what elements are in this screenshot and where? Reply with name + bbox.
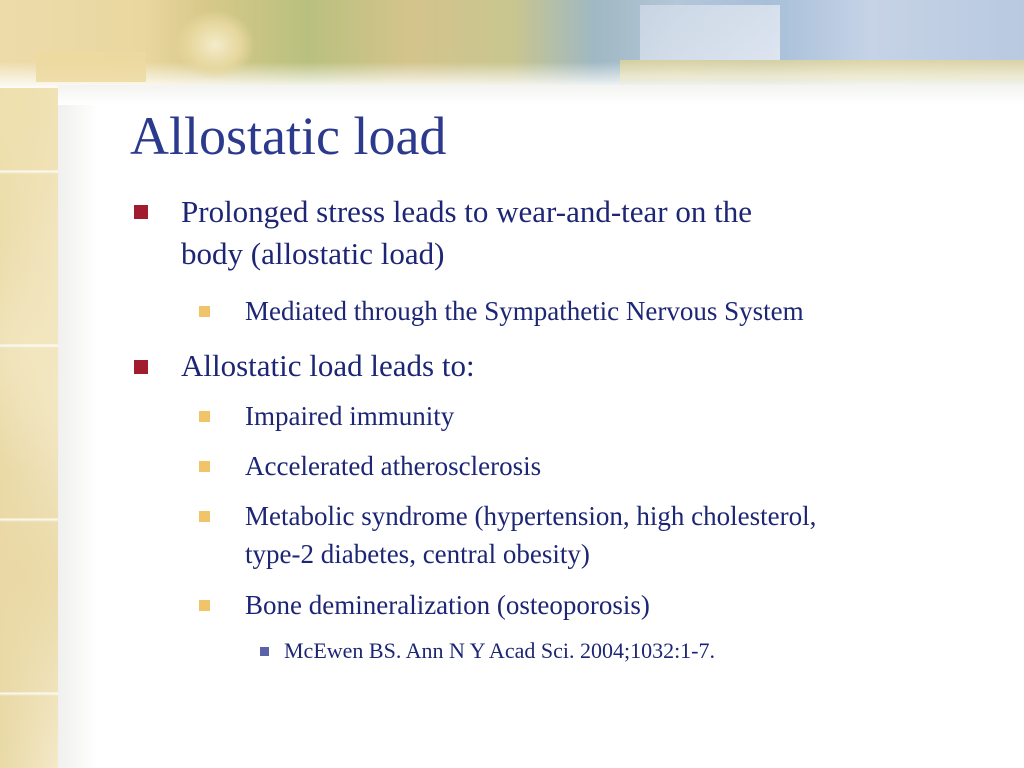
bullet-item-level2: Accelerated atherosclerosis	[245, 451, 542, 481]
bullet-marker-level2	[199, 411, 210, 422]
banner-shadow	[58, 85, 1024, 105]
bullet-marker-level2	[199, 600, 210, 611]
left-shadow	[58, 85, 98, 768]
bullet-marker-level1	[134, 205, 148, 219]
bullet-text-line: body (allostatic load)	[181, 236, 445, 271]
bullet-marker-level2	[199, 461, 210, 472]
citation-text: McEwen BS. Ann N Y Acad Sci. 2004;1032:1-7.	[284, 638, 716, 663]
left-decorative-strip	[0, 0, 58, 768]
bullet-item-level2: Mediated through the Sympathetic Nervous System	[245, 296, 804, 326]
banner-wave-decoration	[620, 60, 1024, 88]
bullet-text-line: Prolonged stress leads to wear-and-tear on the	[181, 194, 752, 229]
bullet-item-level2	[245, 497, 816, 573]
bullet-text-line: type-2 diabetes, central obesity)	[245, 539, 590, 569]
bullet-marker-level1	[134, 360, 148, 374]
bullet-item-level1: Allostatic load leads to:	[181, 348, 475, 383]
banner-accent-block-right	[640, 5, 780, 60]
banner-accent-block	[36, 52, 146, 82]
bullet-marker-level2	[199, 306, 210, 317]
slide-title: Allostatic load	[130, 106, 447, 166]
bullet-item-level2: Bone demineralization (osteoporosis)	[245, 590, 650, 620]
bullet-marker-level2	[199, 511, 210, 522]
bullet-text-line: Metabolic syndrome (hypertension, high cholesterol,	[245, 501, 817, 531]
bullet-item-level2: Impaired immunity	[245, 401, 455, 431]
bullet-item-level1	[181, 191, 752, 275]
leaf-decoration	[175, 10, 255, 80]
bullet-marker-level3	[260, 647, 269, 656]
